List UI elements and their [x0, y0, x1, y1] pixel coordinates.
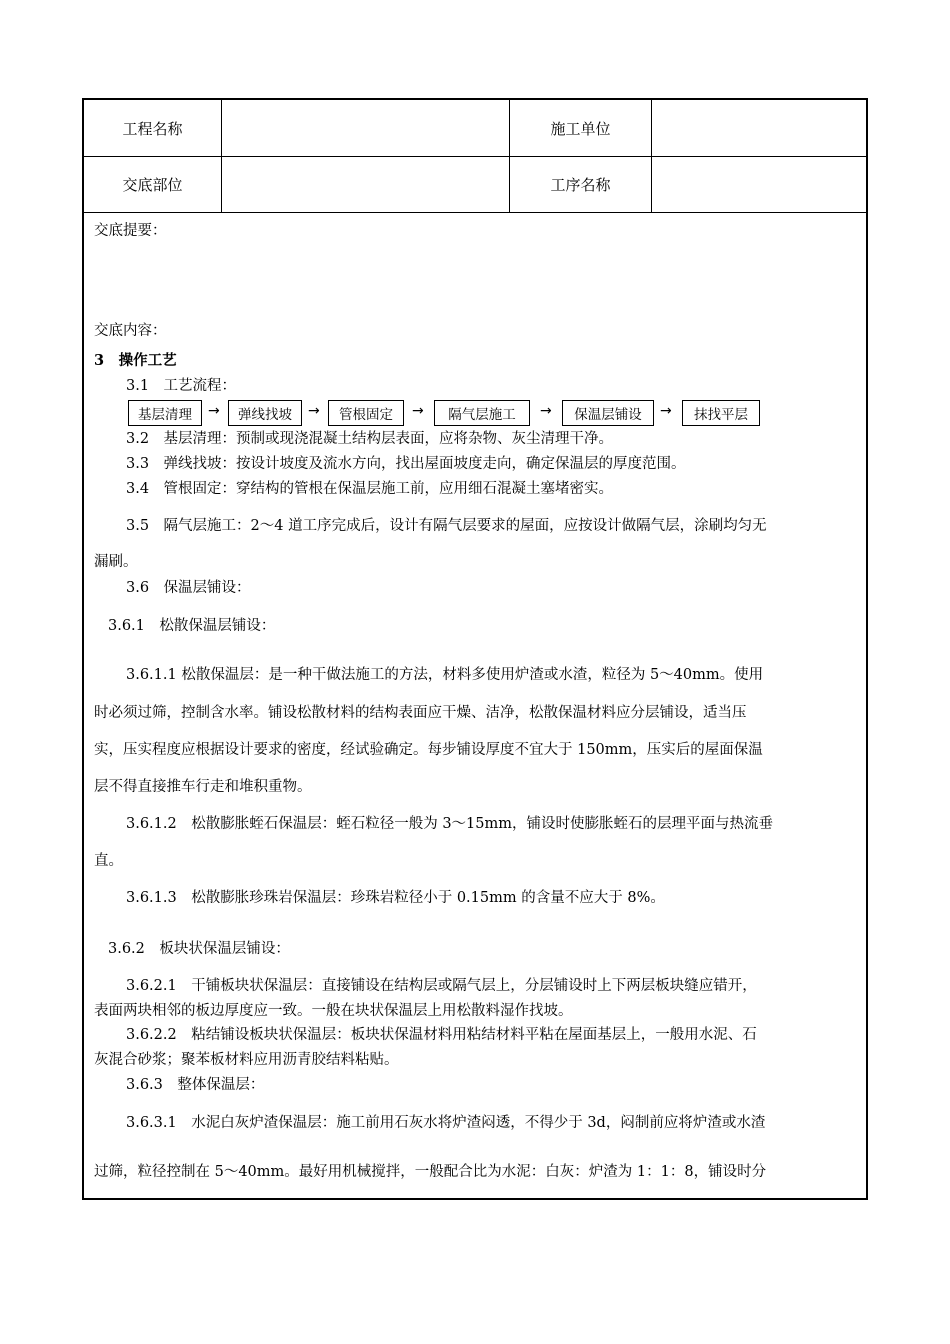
- para-3-6-1-2-l2: 直。: [94, 853, 123, 869]
- header-row-2: [84, 156, 866, 213]
- para-3-6-1-1-l2: 时必须过筛，控制含水率。铺设松散材料的结构表面应干燥、洁净，松散保温材料应分层铺设，适当压: [94, 705, 747, 721]
- summary-label: 交底提要：: [94, 223, 167, 239]
- flow-title: 3.1 工艺流程：: [126, 378, 237, 394]
- para-3-6-3: 3.6.3 整体保温层：: [126, 1077, 265, 1093]
- header-row-1: [84, 100, 866, 157]
- flow-step: 管根固定: [328, 400, 404, 426]
- flow-step: 保温层铺设: [562, 400, 654, 426]
- para-3-6-2-2: 3.6.2.2 粘结铺设板块状保温层：板块状保温材料用粘结材料平粘在屋面基层上，一般用水泥、石: [126, 1027, 757, 1043]
- process-name-value[interactable]: [652, 156, 866, 212]
- flow-step: 抹找平层: [682, 400, 760, 426]
- para-3-6-1-1-l4: 层不得直接推车行走和堆积重物。: [94, 779, 312, 795]
- para-3-6-3-1-l2: 过筛，粒径控制在 5～40mm。最好用机械搅拌，一般配合比为水泥：白灰：炉渣为 1：1：8，铺设时分: [94, 1164, 767, 1180]
- disclosure-part-label: 交底部位: [84, 156, 222, 212]
- process-name-label: 工序名称: [510, 156, 652, 212]
- para-3-6-2: 3.6.2 板块状保温层铺设：: [108, 941, 290, 957]
- flow-step: 隔气层施工: [434, 400, 530, 426]
- project-name-value[interactable]: [222, 100, 510, 156]
- para-3-4: 3.4 管根固定：穿结构的管根在保温层施工前，应用细石混凝土塞堵密实。: [126, 481, 614, 497]
- para-3-2: 3.2 基层清理：预制或现浇混凝土结构层表面，应将杂物、灰尘清理干净。: [126, 431, 614, 447]
- para-3-5: 3.5 隔气层施工：2～4 道工序完成后，设计有隔气层要求的屋面，应按设计做隔气层，涂刷均匀无: [126, 518, 767, 534]
- para-3-6-2-2-l2: 灰混合砂浆；聚苯板材料应用沥青胶结料粘贴。: [94, 1052, 399, 1068]
- arrow-icon: →: [412, 403, 424, 419]
- section-title: 3 操作工艺: [94, 352, 177, 369]
- disclosure-part-value[interactable]: [222, 156, 510, 212]
- arrow-icon: →: [208, 403, 220, 419]
- para-3-6-1-1-l3: 实，压实程度应根据设计要求的密度，经试验确定。每步铺设厚度不宜大于 150mm，压实后的屋面保温: [94, 742, 763, 758]
- para-3-6-1-2: 3.6.1.2 松散膨胀蛭石保温层：蛭石粒径一般为 3～15mm，铺设时使膨胀蛭石的层理平面与热流垂: [126, 816, 774, 832]
- para-3-5-cont: 漏刷。: [94, 554, 138, 570]
- para-3-3: 3.3 弹线找坡：按设计坡度及流水方向，找出屋面坡度走向，确定保温层的厚度范围。: [126, 456, 686, 472]
- construction-unit-label: 施工单位: [510, 100, 652, 156]
- content-label: 交底内容：: [94, 323, 167, 339]
- flow-step: 基层清理: [128, 400, 202, 426]
- construction-unit-value[interactable]: [652, 100, 866, 156]
- para-3-6-1-1: 3.6.1.1 松散保温层：是一种干做法施工的方法，材料多使用炉渣或水渣，粒径为 5～40mm。使用: [126, 667, 764, 683]
- para-3-6-2-1: 3.6.2.1 干铺板块状保温层：直接铺设在结构层或隔气层上，分层铺设时上下两层板块缝应错开，: [126, 978, 757, 994]
- para-3-6-3-1: 3.6.3.1 水泥白灰炉渣保温层：施工前用石灰水将炉渣闷透，不得少于 3d，闷制前应将炉渣或水渣: [126, 1115, 766, 1131]
- arrow-icon: →: [308, 403, 320, 419]
- para-3-6-2-1-l2: 表面两块相邻的板边厚度应一致。一般在块状保温层上用松散料湿作找坡。: [94, 1003, 573, 1019]
- disclosure-form: [82, 98, 868, 1200]
- arrow-icon: →: [660, 403, 672, 419]
- para-3-6-1: 3.6.1 松散保温层铺设：: [108, 618, 276, 634]
- flow-step: 弹线找坡: [228, 400, 302, 426]
- project-name-label: 工程名称: [84, 100, 222, 156]
- para-3-6-1-3: 3.6.1.3 松散膨胀珍珠岩保温层：珍珠岩粒径小于 0.15mm 的含量不应大于 8%。: [126, 890, 665, 906]
- arrow-icon: →: [540, 403, 552, 419]
- para-3-6: 3.6 保温层铺设：: [126, 580, 251, 596]
